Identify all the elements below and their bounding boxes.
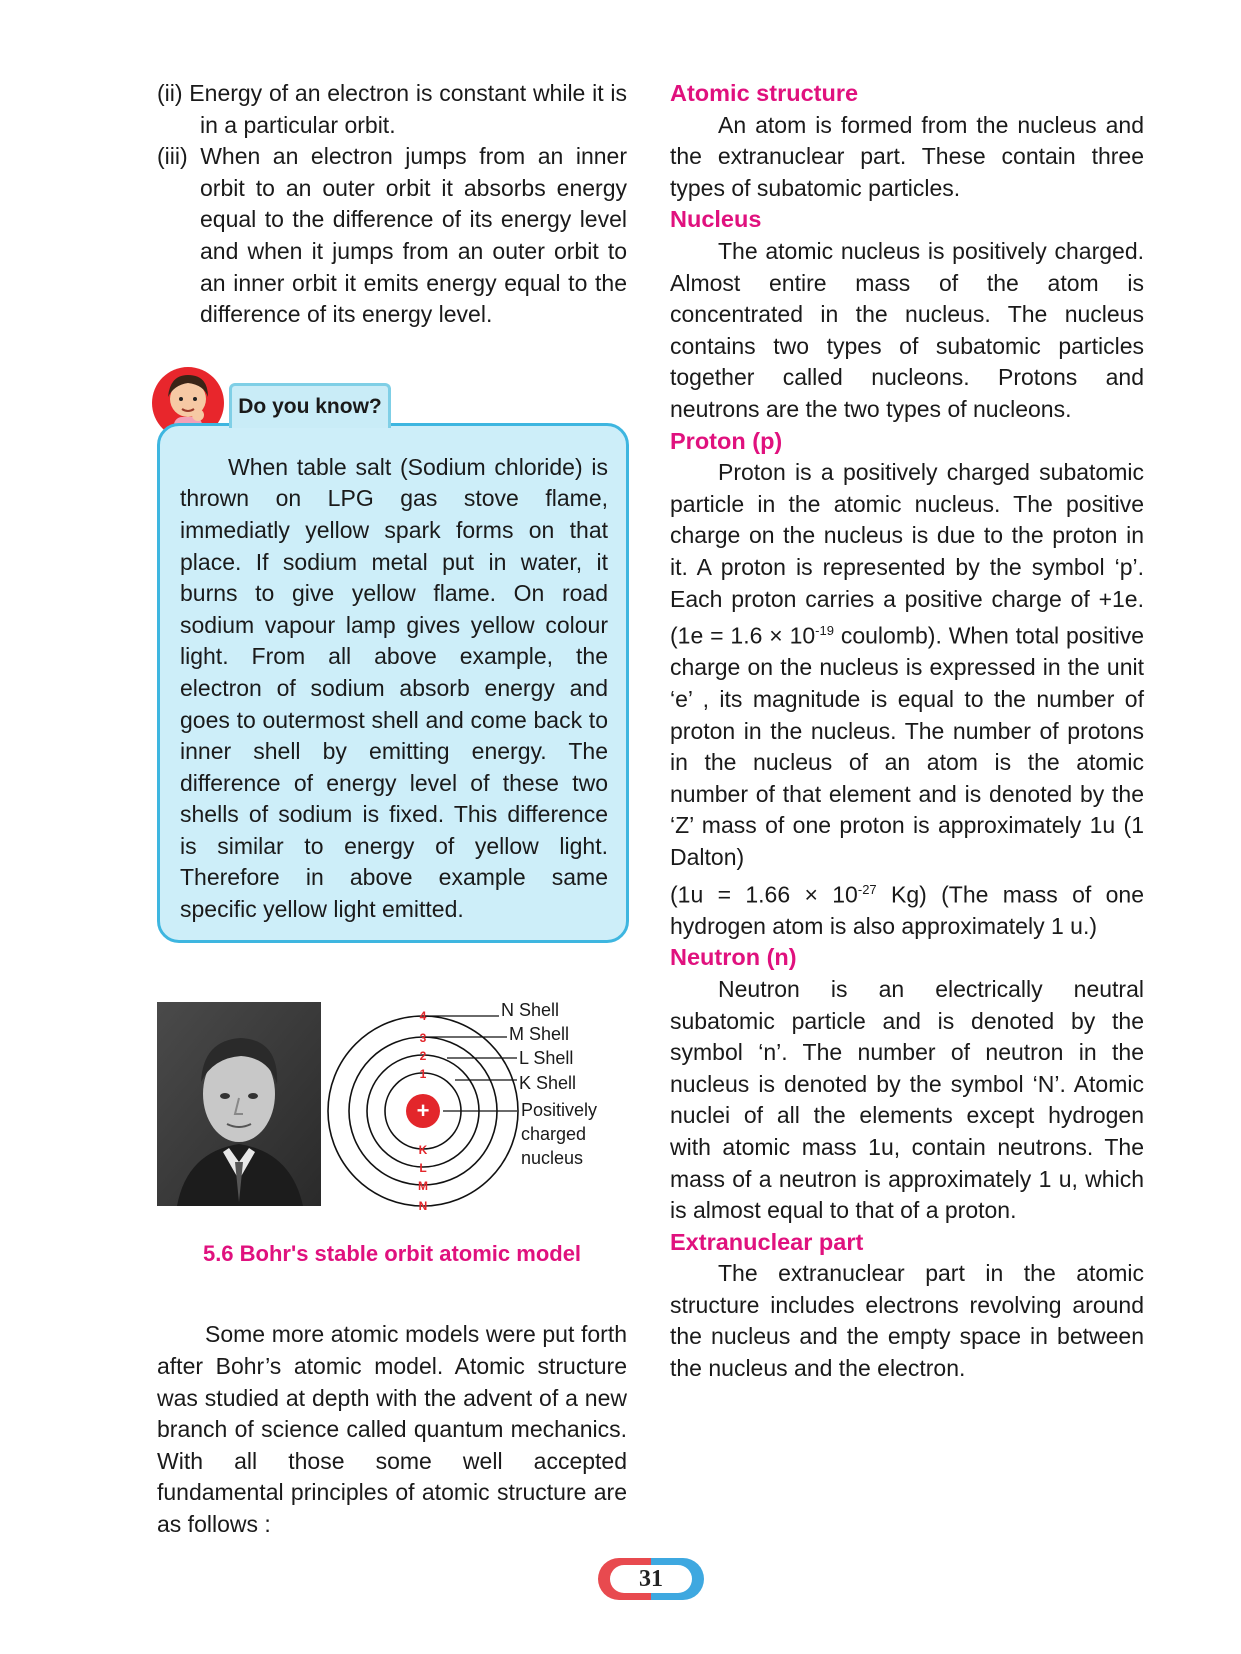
shell-letter-k: K	[418, 1142, 428, 1157]
nucleus-symbol: +	[416, 1097, 430, 1123]
shell-number-4: 4	[419, 1008, 427, 1023]
heading-proton: Proton (p)	[670, 427, 783, 454]
paragraph-neutron: Neutron is an electrically neutral subatomic particle and is denoted by the symbol ‘n’. The number of neutron in the nucleus is denoted by the symbol ‘N’. Atomic nuclei of all the elements except hydrogen with atomic mass 1u, contain neutrons. The mass of a neutron is approximately 1 u, which is almost equal to that of a proton.	[670, 975, 1144, 1224]
paragraph-proton-mass: ($1u = 1.66 \times 10^{-27}$ Kg) (The mass of one hydrogen atom is also approximately 1 u.)	[670, 881, 1144, 939]
shell-number-2: 2	[419, 1048, 427, 1063]
shell-number-3: 3	[419, 1030, 427, 1045]
do-you-know-label: Do you know?	[229, 383, 391, 428]
label-k-shell: K Shell	[519, 1072, 577, 1093]
label-nucleus-1: Positively	[521, 1099, 598, 1120]
heading-extranuclear: Extranuclear part	[670, 1228, 864, 1255]
figure-caption: 5.6 Bohr's stable orbit atomic model	[202, 1240, 582, 1266]
shell-number-1: 1	[419, 1066, 427, 1081]
right-column	[670, 78, 1144, 1385]
shell-letter-n: N	[418, 1198, 428, 1213]
page-number-badge	[596, 1556, 706, 1602]
heading-atomic-structure: Atomic structure	[670, 80, 859, 106]
principle-iii: (iii) When an electron jumps from an inner orbit to an outer orbit it absorbs energy equal to the difference of its energy level and when it jumps from an outer orbit to an inner orbit it emits energy equal to the difference of its energy level.	[157, 143, 627, 328]
paragraph-nucleus: The atomic nucleus is positively charged. Almost entire mass of the atom is concentrated in the nucleus. The nucleus contains two types of subatomic particles together called nucleons. Protons and neutrons are the two types of nucleons.	[670, 237, 1144, 422]
do-you-know-text: When table salt (Sodium chloride) is thrown on LPG gas stove flame, immediatly yellow spark forms on that place. If sodium metal put in water, it burns to give yellow flame. On road sodium vapour lamp gives yellow colour light. From all above example, the electron of sodium absorb energy and goes to outermost shell and come back to inner shell by emitting energy. The difference of energy level of these two shells of sodium is fixed. This difference is similar to energy of yellow light. Therefore in above example same specific yellow light emitted.	[180, 453, 608, 923]
do-you-know-box	[157, 353, 627, 943]
paragraph-atomic-structure: An atom is formed from the nucleus and the extranuclear part. These contain three types of subatomic particles.	[670, 111, 1144, 201]
label-n-shell: N Shell	[501, 999, 560, 1020]
label-l-shell: L Shell	[519, 1047, 574, 1068]
label-nucleus-3: nucleus	[521, 1147, 584, 1168]
page-number: 31	[639, 1566, 663, 1592]
do-you-know-content	[157, 423, 629, 943]
scientist-portrait	[157, 1002, 321, 1206]
heading-nucleus: Nucleus	[670, 206, 762, 233]
heading-neutron: Neutron (n)	[670, 944, 797, 971]
label-m-shell: M Shell	[509, 1023, 570, 1044]
left-column	[157, 78, 627, 1541]
paragraph-extranuclear: The extranuclear part in the atomic structure includes electrons revolving around the nucleus and the empty space in between the nucleus and the electron.	[670, 1260, 1144, 1382]
shell-letter-l: L	[419, 1160, 427, 1175]
bohr-atom-diagram	[327, 998, 627, 1228]
label-nucleus-2: charged	[521, 1123, 587, 1144]
principle-ii: (ii) Energy of an electron is constant while it is in a particular orbit.	[157, 80, 627, 138]
bohr-figure	[157, 998, 627, 1238]
paragraph-proton: Proton is a positively charged subatomic particle in the atomic nucleus. The positive charge on the nucleus is due to the proton in it. A proton is represented by the symbol ‘p’. Each proton carries a positive charge of +1e. ($1e = 1.6 \times 10^{-19}$ coulomb). When total positive charge on the nucleus is expressed in the unit ‘e’ , its magnitude is equal to the number of proton in the nucleus. The number of protons in the nucleus of an atom is the atomic number of that element and is denoted by the ‘Z’ mass of one proton is approximately 1u (1 Dalton)	[670, 459, 1144, 870]
shell-letter-m: M	[418, 1178, 428, 1193]
after-figure-paragraph: Some more atomic models were put forth after Bohr’s atomic model. Atomic structure was studied at depth with the advent of a new branch of science called quantum mechanics. With all those some well accepted fundamental principles of atomic structure are as follows :	[157, 1321, 627, 1537]
